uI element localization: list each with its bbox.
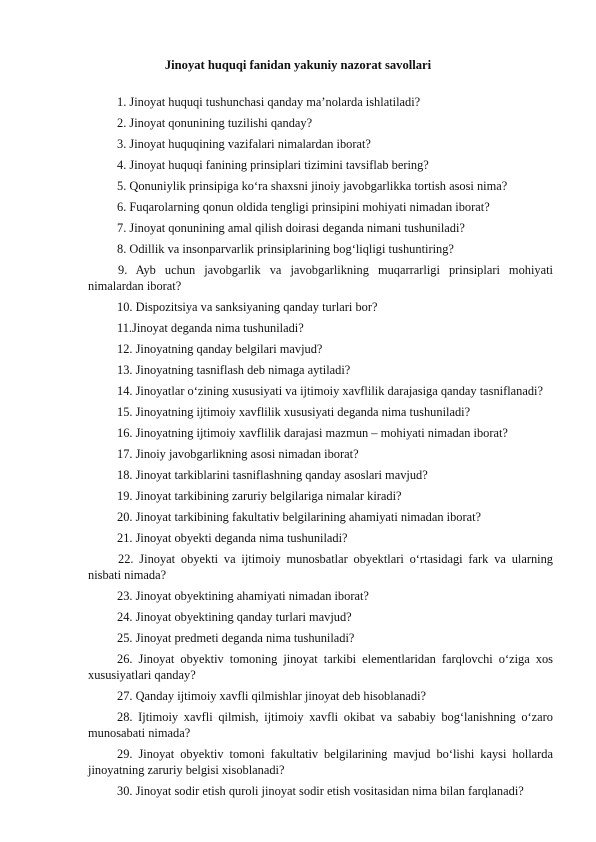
question-17: 17. Jinoiy javobgarlikning asosi nimadan iborat? <box>117 447 359 461</box>
question-25: 25. Jinoyat predmeti deganda nima tushuniladi? <box>117 631 355 645</box>
question-10: 10. Dispozitsiya va sanksiyaning qanday turlari bor? <box>117 300 378 314</box>
question-16: 16. Jinoyatning ijtimoiy xavflilik darajasi mazmun – mohiyati nimadan iborat? <box>117 426 508 440</box>
question-7: 7. Jinoyat qonunining amal qilish doirasi deganda nimani tushuniladi? <box>117 221 465 235</box>
question-3: 3. Jinoyat huquqining vazifalari nimalardan iborat? <box>117 137 371 151</box>
question-1: 1. Jinoyat huquqi tushunchasi qanday ma’nolarda ishlatiladi? <box>117 95 421 109</box>
question-4: 4. Jinoyat huquqi fanining prinsiplari tizimini tavsiflab bering? <box>117 158 429 172</box>
question-12: 12. Jinoyatning qanday belgilari mavjud? <box>117 342 323 356</box>
question-24: 24. Jinoyat obyektining qanday turlari mavjud? <box>117 610 352 624</box>
question-23: 23. Jinoyat obyektining ahamiyati nimadan iborat? <box>117 589 369 603</box>
question-18: 18. Jinoyat tarkiblarini tasniflashning qanday asoslari mavjud? <box>117 468 428 482</box>
question-2: 2. Jinoyat qonunining tuzilishi qanday? <box>117 116 313 130</box>
question-30: 30. Jinoyat sodir etish quroli jinoyat sodir etish vositasidan nima bilan farqlanadi? <box>117 784 524 798</box>
document-title: Jinoyat huquqi fanidan yakuniy nazorat savollari <box>164 58 432 72</box>
question-13: 13. Jinoyatning tasniflash deb nimaga aytiladi? <box>117 363 351 377</box>
question-21: 21. Jinoyat obyekti deganda nima tushuniladi? <box>117 531 348 545</box>
question-8: 8. Odillik va insonparvarlik prinsiplarining bog‘liqligi tushuntiring? <box>117 242 454 256</box>
question-15: 15. Jinoyatning ijtimoiy xavflilik xususiyati deganda nima tushuniladi? <box>117 405 471 419</box>
question-6: 6. Fuqarolarning qonun oldida tengligi prinsipini mohiyati nimadan iborat? <box>117 200 490 214</box>
question-22: 22. Jinoyat obyekti va ijtimoiy munosbatlar obyektlari o‘rtasidagi fark va ularning nisbati nimada? <box>88 552 553 582</box>
question-14: 14. Jinoyatlar o‘zining xususiyati va ijtimoiy xavflilik darajasiga qanday tasniflanadi? <box>117 384 543 398</box>
question-27: 27. Qanday ijtimoiy xavfli qilmishlar jinoyat deb hisoblanadi? <box>117 689 427 703</box>
question-11: 11.Jinoyat deganda nima tushuniladi? <box>117 321 304 335</box>
question-28: 28. Ijtimoiy xavfli qilmish, ijtimoiy xavfli okibat va sababiy bog‘lanishning o‘zaro munosabati nimada? <box>88 710 553 740</box>
question-20: 20. Jinoyat tarkibining fakultativ belgilarining ahamiyati nimadan iborat? <box>117 510 482 524</box>
question-29: 29. Jinoyat obyektiv tomoni fakultativ belgilarining mavjud bo‘lishi kaysi hollarda jinoyatning zaruriy belgisi xisoblanadi? <box>88 747 553 777</box>
question-5: 5. Qonuniylik prinsipiga ko‘ra shaxsni jinoiy javobgarlikka tortish asosi nima? <box>117 179 508 193</box>
question-26: 26. Jinoyat obyektiv tomoning jinoyat tarkibi elementlaridan farqlovchi o‘ziga xos xususiyatlari qanday? <box>88 652 553 682</box>
question-19: 19. Jinoyat tarkibining zaruriy belgilariga nimalar kiradi? <box>117 489 402 503</box>
question-9: 9. Ayb uchun javobgarlik va javobgarlikning muqarrarligi prinsiplari mohiyati nimalardan iborat? <box>88 263 553 293</box>
